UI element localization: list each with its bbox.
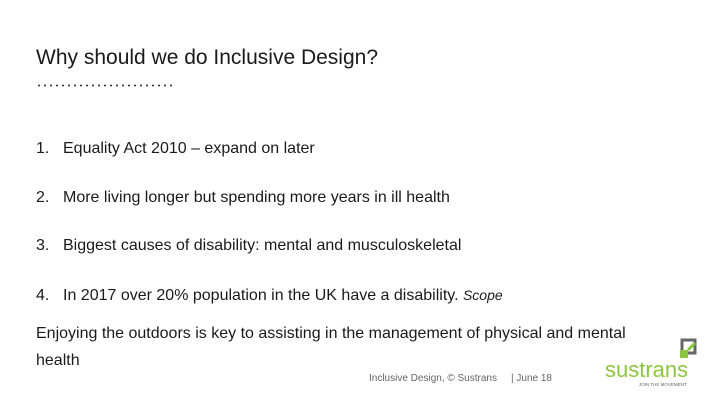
- source-citation: Scope: [462, 287, 503, 303]
- list-item-text: Biggest causes of disability: mental and musculoskeletal: [63, 237, 462, 254]
- list-item-text: In 2017 over 20% population in the UK have a disability.: [63, 287, 463, 304]
- list-item: [36, 237, 461, 255]
- footer-copyright: Inclusive Design, © Sustrans: [369, 373, 497, 384]
- list-item-number: 4.: [36, 287, 50, 304]
- sustrans-logo: [604, 338, 700, 388]
- list-item: [36, 140, 315, 158]
- slide-title: Why should we do Inclusive Design?: [36, 46, 379, 69]
- list-item: [36, 287, 503, 305]
- list-item-number: 1.: [36, 140, 50, 157]
- list-item-number: 2.: [36, 189, 50, 206]
- logo-wordmark: sustrans: [605, 357, 689, 382]
- title-dotted-underline: [36, 84, 176, 87]
- list-item-text: More living longer but spending more years in ill health: [63, 189, 450, 206]
- footer-date: | June 18: [511, 373, 552, 384]
- logo-tagline: JOIN THE MOVEMENT: [639, 382, 687, 387]
- body-paragraph: Enjoying the outdoors is key to assisting in the management of physical and mental health: [36, 325, 626, 369]
- list-item-text: Equality Act 2010 – expand on later: [63, 140, 315, 157]
- list-item-number: 3.: [36, 237, 50, 254]
- list-item: [36, 189, 450, 207]
- logo-arrow-icon: [680, 340, 695, 358]
